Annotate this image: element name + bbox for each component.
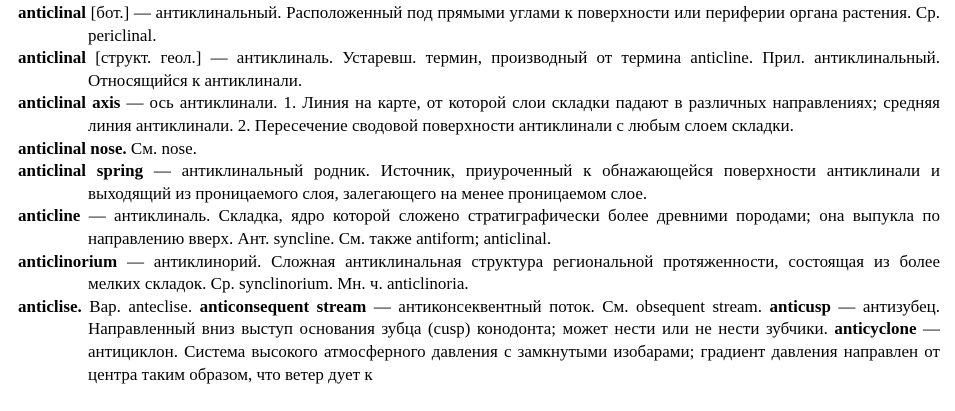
entry-definition: — антизубец. Направленный вниз выступ основания зубца (cusp) конодонта; может нести или не нести зубчики. [88,296,940,339]
dictionary-entry [18,92,940,137]
entry-definition: [структ. геол.] — антиклиналь. Устаревш. термин, производный от термина anticline. Прил. антиклинальный. Относящийся к антиклинали. [86,48,940,90]
entry-definition: См. nose. [126,138,197,158]
entry-term: anticlinorium [18,251,118,271]
entry-definition: — антиклинальный родник. Источник, приуроченный к обнажающейся поверхности антиклинали и выходящий из проницаемого слоя, залегающего на менее проницаемом слое. [88,161,940,203]
dictionary-entry [18,251,940,296]
entry-term: anticlinal [18,3,87,22]
dictionary-entry [18,47,940,92]
entry-definition: — антиклинорий. Сложная антиклинальная структура региональной протяженности, состоящая из более мелких складок. Ср. synclinorium. Мн. ч. anticlinoria. [88,251,940,294]
entry-definition: Вар. anteclise. [81,296,200,316]
entry-definition: — антиконсеквентный поток. См. obsequent stream. [366,296,770,316]
entry-term: anticlise. [18,296,82,316]
entry-definition: [бот.] — антиклинальный. Расположенный под прямыми углами к поверхности или периферии органа растения. Ср. periclinal. [86,3,940,45]
entry-term: anticlinal [18,48,87,68]
entry-term: anticlinal spring [18,161,144,181]
entry-definition: — антиклиналь. Складка, ядро которой сложено стратиграфически более древними породами; она выпукла по направлению вверх. Ант. syncline. См. также antiform; anticlinal. [80,206,940,248]
entry-term: anticyclone [834,319,917,339]
entry-term: anticonsequent stream [199,296,367,316]
entry-term: anticlinal axis [18,93,121,113]
dictionary-entry [18,296,940,386]
dictionary-entry [18,2,940,47]
entry-term: anticline [18,206,81,226]
entry-term: anticusp [769,296,831,316]
entry-definition: — антициклон. Система высокого атмосферного давления с замкнутыми изобарами; градиент давления направлен от центра таким образом, что ветер дует к [88,319,940,384]
dictionary-entry [18,160,940,205]
dictionary-entry [18,205,940,250]
entry-definition: — ось антиклинали. 1. Линия на карте, от которой слои складки падают в различных направлениях; средняя линия антиклинали. 2. Пересечение сводовой поверхности антиклинали с любым слоем складки. [88,93,940,135]
dictionary-page [18,2,940,386]
entry-term: anticlinal nose. [18,138,127,158]
dictionary-entry [18,138,940,161]
